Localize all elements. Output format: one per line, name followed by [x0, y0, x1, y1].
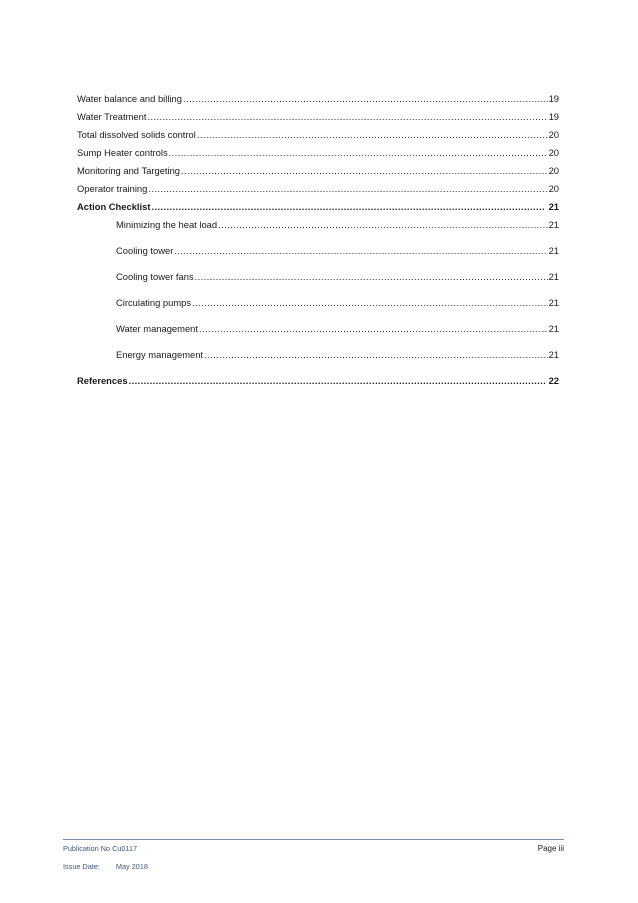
- toc-entry-cooling-tower-fans[interactable]: [77, 271, 559, 283]
- toc-entry-title: Total dissolved solids control: [77, 129, 196, 140]
- toc-entry-page-number: 21: [548, 271, 559, 282]
- toc-entry-minimizing-the-heat-load[interactable]: [77, 219, 559, 231]
- dot-leader: [181, 165, 548, 177]
- dot-leader: [199, 323, 548, 335]
- issue-date-label: Issue Date:: [63, 862, 100, 871]
- toc-entry-title: Cooling tower fans: [116, 271, 194, 282]
- table-of-contents: [77, 93, 559, 393]
- dot-leader: [192, 297, 548, 309]
- toc-entry-action-checklist[interactable]: [77, 201, 559, 213]
- toc-entry-title: Minimizing the heat load: [116, 219, 218, 230]
- dot-leader: [174, 245, 547, 257]
- toc-entry-cooling-tower[interactable]: [77, 245, 559, 257]
- toc-entry-title: Water management: [116, 323, 198, 334]
- dot-leader: [129, 375, 545, 387]
- toc-entry-operator-training[interactable]: [77, 183, 559, 195]
- dot-leader: [151, 201, 544, 213]
- publication-number: Publication No Cu0117: [63, 844, 138, 853]
- page-number: Page iii: [537, 844, 564, 853]
- dot-leader: [169, 147, 548, 159]
- toc-entry-water-balance-and-billing[interactable]: [77, 93, 559, 105]
- toc-entry-monitoring-and-targeting[interactable]: [77, 165, 559, 177]
- dot-leader: [183, 93, 548, 105]
- toc-entry-page-number: 21: [548, 245, 559, 256]
- toc-entry-title: Energy management: [116, 349, 204, 360]
- toc-entry-page-number: 20: [548, 129, 559, 140]
- toc-entry-page-number: 20: [548, 147, 559, 158]
- page-footer: [63, 839, 564, 872]
- toc-entry-title: Action Checklist: [77, 201, 151, 212]
- toc-entry-sump-heater-controls[interactable]: [77, 147, 559, 159]
- toc-entry-title: Sump Heater controls: [77, 147, 168, 158]
- toc-entry-page-number: 19: [548, 93, 559, 104]
- dot-leader: [204, 349, 548, 361]
- toc-entry-title: References: [77, 375, 128, 386]
- toc-entry-total-dissolved-solids-control[interactable]: [77, 129, 559, 141]
- toc-entry-title: Cooling tower: [116, 245, 174, 256]
- toc-entry-water-treatment[interactable]: [77, 111, 559, 123]
- dot-leader: [195, 271, 548, 283]
- toc-entry-page-number: 20: [548, 165, 559, 176]
- dot-leader: [147, 111, 547, 123]
- toc-entry-title: Operator training: [77, 183, 148, 194]
- toc-entry-page-number: 19: [548, 111, 559, 122]
- toc-entry-page-number: 21: [548, 201, 559, 212]
- toc-entry-page-number: 21: [548, 219, 559, 230]
- toc-entry-energy-management[interactable]: [77, 349, 559, 361]
- toc-entry-page-number: 21: [548, 297, 559, 308]
- issue-date-value: May 2018: [115, 862, 148, 871]
- toc-entry-page-number: 20: [548, 183, 559, 194]
- toc-entry-water-management[interactable]: [77, 323, 559, 335]
- toc-entry-title: Water Treatment: [77, 111, 147, 122]
- toc-entry-title: Circulating pumps: [116, 297, 192, 308]
- toc-entry-circulating-pumps[interactable]: [77, 297, 559, 309]
- toc-entry-page-number: 22: [548, 375, 559, 386]
- toc-entry-page-number: 21: [548, 323, 559, 334]
- dot-leader: [218, 219, 547, 231]
- toc-entry-title: Monitoring and Targeting: [77, 165, 181, 176]
- toc-entry-title: Water balance and billing: [77, 93, 182, 104]
- dot-leader: [148, 183, 547, 195]
- issue-date: [63, 862, 564, 872]
- footer-row: [63, 844, 564, 854]
- dot-leader: [197, 129, 548, 141]
- toc-entry-references[interactable]: [77, 375, 559, 387]
- toc-entry-page-number: 21: [548, 349, 559, 360]
